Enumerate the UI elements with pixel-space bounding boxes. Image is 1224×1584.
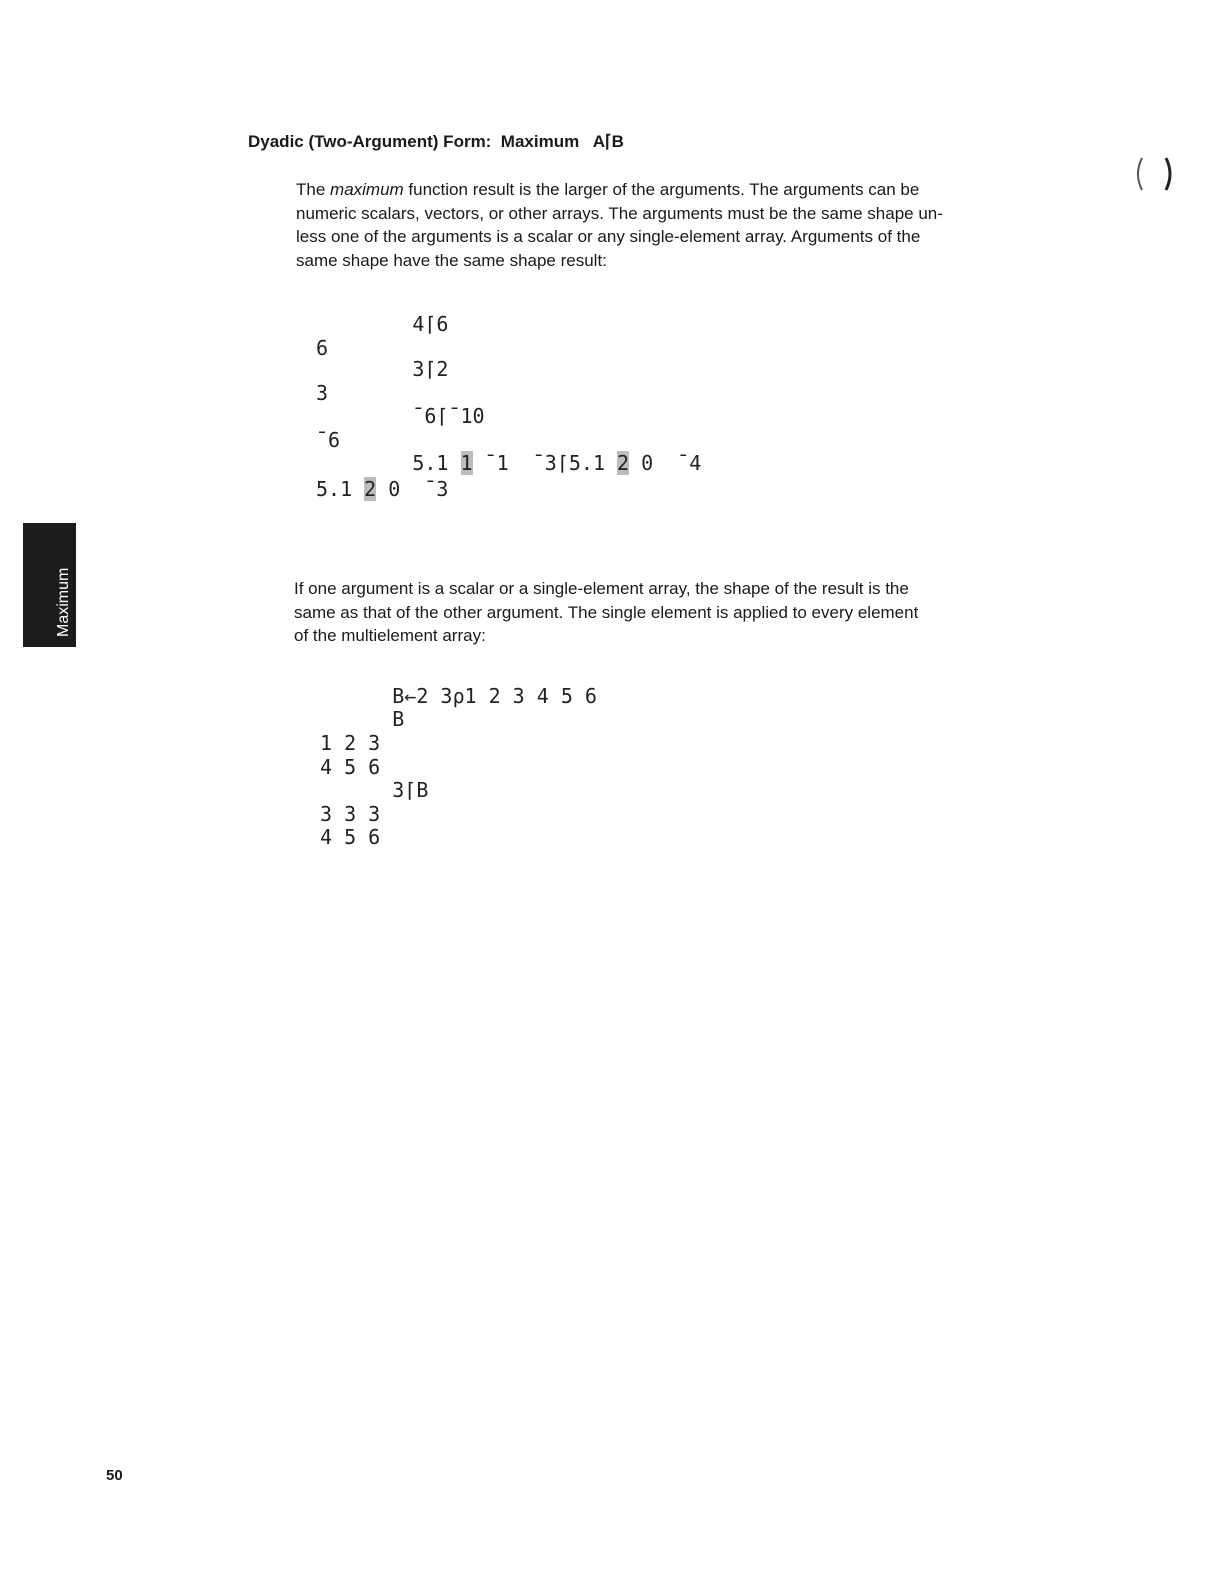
text-run: 0 ¯3 bbox=[376, 477, 449, 501]
paragraph-line bbox=[296, 178, 943, 202]
side-tab bbox=[23, 523, 76, 701]
highlighted-value: 2 bbox=[364, 477, 377, 501]
paragraph-line: same shape have the same shape result: bbox=[296, 251, 607, 271]
apl-output-line: 3 3 3 bbox=[320, 802, 381, 826]
apl-input-line: 3⌈B bbox=[320, 778, 429, 802]
paragraph-line: numeric scalars, vectors, or other arrays. The arguments must be the same shape un- bbox=[296, 203, 943, 223]
emphasis-maximum: maximum bbox=[330, 180, 404, 199]
page-number: 50 bbox=[106, 1467, 123, 1484]
side-tab-label-cut: Ceiling bbox=[33, 652, 50, 701]
intro-paragraph bbox=[296, 178, 943, 273]
apl-output-line: 6 bbox=[316, 336, 329, 360]
apl-input-line: B←2 3⍴1 2 3 4 5 6 bbox=[320, 684, 597, 708]
text-run: The bbox=[296, 180, 331, 199]
apl-output-line: 4 5 6 bbox=[320, 755, 381, 779]
text-run: 5.1 bbox=[316, 477, 365, 501]
side-tab-label: Maximum bbox=[55, 567, 72, 637]
apl-output-line: 3 bbox=[316, 381, 329, 405]
apl-input-line: 3⌈2 bbox=[316, 357, 449, 381]
apl-input-line: ¯6⌈¯10 bbox=[316, 404, 485, 428]
section-heading: Dyadic (Two-Argument) Form: Maximum A⌈B bbox=[248, 132, 624, 151]
text-run: 0 ¯4 bbox=[629, 451, 702, 475]
text-run: ¯1 ¯3⌈5.1 bbox=[472, 451, 618, 475]
paragraph-line: If one argument is a scalar or a single-element array, the shape of the result is the bbox=[294, 579, 909, 598]
binder-hole-mark bbox=[1132, 150, 1176, 198]
paragraph-line: same as that of the other argument. The single element is applied to every element bbox=[294, 602, 919, 622]
apl-output-line bbox=[316, 477, 448, 501]
highlighted-value: 2 bbox=[617, 451, 630, 475]
text-run: function result is the larger of the arguments. The arguments can be bbox=[403, 180, 920, 199]
apl-output-line: ¯6 bbox=[316, 428, 341, 452]
scalar-extension-paragraph bbox=[294, 577, 918, 648]
paragraph-line: less one of the arguments is a scalar or any single-element array. Arguments of the bbox=[296, 227, 921, 247]
apl-input-line: 4⌈6 bbox=[316, 312, 449, 336]
apl-output-line: 1 2 3 bbox=[320, 731, 381, 755]
apl-input-line bbox=[316, 451, 701, 475]
apl-input-line: B bbox=[320, 707, 405, 731]
highlighted-value: 1 bbox=[460, 451, 473, 475]
text-run: 5.1 bbox=[316, 451, 461, 475]
apl-output-line: 4 5 6 bbox=[320, 825, 381, 849]
paragraph-line: of the multielement array: bbox=[294, 626, 486, 646]
